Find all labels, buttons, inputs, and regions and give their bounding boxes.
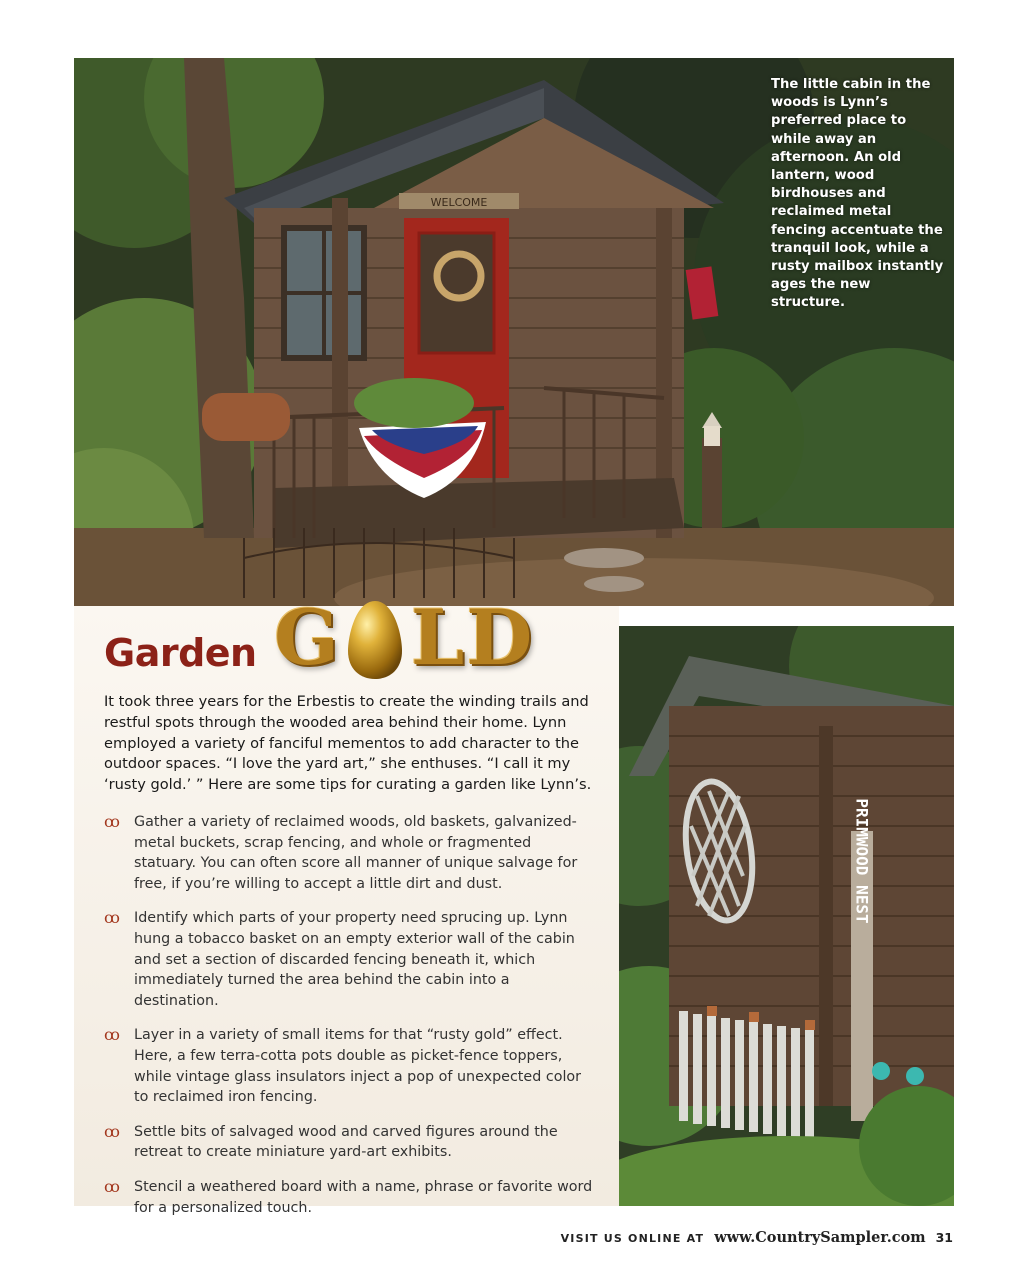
list-item <box>104 908 596 1011</box>
primwood-nest-sign: PRIMWOOD NEST <box>852 798 872 924</box>
title-garden: Garden <box>104 631 257 675</box>
tip-text: Gather a variety of reclaimed woods, old baskets, galvanized-metal buckets, scrap fencing, and whole or fragmented statuary. You can often score all manner of unique salvage for free, if you’re willing to accept a little dirt and dust. <box>134 814 578 892</box>
footer-label: VISIT US ONLINE AT <box>560 1232 705 1245</box>
tip-text: Settle bits of salvaged wood and carved figures around the retreat to create miniature yard-art exhibits. <box>134 1123 558 1161</box>
page-footer <box>561 1229 953 1249</box>
footer-url-link[interactable]: www.CountrySampler.com <box>714 1229 926 1246</box>
shed-photo <box>619 626 954 1206</box>
list-item <box>104 1025 596 1107</box>
title-gold-rest: LD <box>410 593 535 682</box>
tip-text: Identify which parts of your property need sprucing up. Lynn hung a tobacco basket on an empty exterior wall of the cabin and set a section of discarded fencing beneath it, which immediately turned the area behind the cabin into a destination. <box>134 910 575 1009</box>
welcome-sign: WELCOME <box>430 196 488 209</box>
shed-illustration <box>619 626 954 1206</box>
tip-text: Stencil a weathered board with a name, phrase or favorite word for a personalized touch. <box>134 1178 593 1216</box>
hero-caption: The little cabin in the woods is Lynn’s preferred place to while away an afternoon. An old lantern, wood birdhouses and reclaimed metal fencing accentuate the tranquil look, while a rusty mailbox instantly ages the new structure. <box>771 77 944 311</box>
list-item <box>104 1122 596 1163</box>
swirl-bullet-icon: ꝏ <box>104 1176 120 1196</box>
tips-list <box>104 812 596 1232</box>
golden-egg-icon <box>340 595 410 685</box>
swirl-bullet-icon: ꝏ <box>104 812 120 831</box>
article-title <box>104 595 574 685</box>
list-item <box>104 1177 596 1218</box>
swirl-bullet-icon: ꝏ <box>104 908 120 928</box>
hero-photo <box>74 58 954 606</box>
page-number: 31 <box>935 1230 953 1245</box>
intro-paragraph: It took three years for the Erbestis to create the winding trails and restful spots through the wooded area behind their home. Lynn employed a variety of fanciful mementos to add character to the outdoor spaces. “I love the yard art,” she enthuses. “I call it my ‘rusty gold.’ ” Here are some tips for curating a garden like Lynn’s. <box>104 693 592 794</box>
list-item <box>104 812 596 894</box>
title-gold-first-letter: G <box>274 593 341 682</box>
swirl-bullet-icon: ꝏ <box>104 1025 120 1045</box>
tip-text: Layer in a variety of small items for that “rusty gold” effect. Here, a few terra-cotta pots double as picket-fence toppers, while vintage glass insulators inject a pop of unexpected color to reclaimed iron fencing. <box>134 1027 582 1106</box>
swirl-bullet-icon: ꝏ <box>104 1121 120 1141</box>
